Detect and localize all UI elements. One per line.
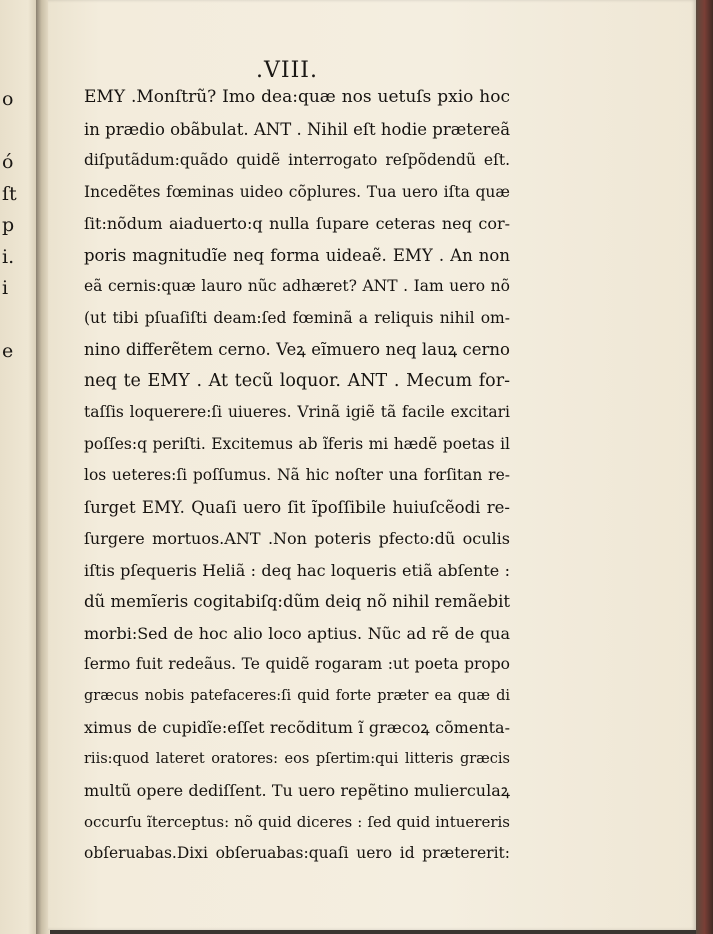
page-edge	[696, 0, 713, 934]
text-line: riis:quod lateret oratores: eos pſertim:qui litteris græcis	[84, 750, 510, 767]
left-fragment: p	[2, 214, 15, 236]
text-line: eã cernis:quæ lauro nũc adhæret? ANT . Iam uero nõ	[84, 277, 510, 295]
text-block	[84, 82, 510, 870]
text-line: poris magnitudĩe neq forma uideaẽ. EMY . An non	[84, 245, 510, 265]
left-fragment: ſt	[2, 182, 17, 205]
text-line: ſit:nõdum aiaduerto:q nulla ſupare ceteras neq cor-	[84, 214, 510, 233]
text-line: ſurgere mortuos.ANT .Non poteris pfecto:dũ oculis	[84, 529, 510, 548]
folio-number: .VIII.	[256, 58, 318, 83]
left-fragment: e	[2, 340, 14, 362]
text-line: EMY .Monſtrũ? Imo dea:quæ nos uetuſs pxio hoc	[84, 87, 510, 107]
text-line: (ut tibi pſuaſiſti deam:ſed fœminã a reliquis nihil om-	[84, 308, 510, 327]
text-line: poſſes:q periſti. Excitemus ab ĩferis mi hædẽ poetas il	[84, 434, 510, 453]
left-fragment: o	[2, 88, 14, 110]
text-line: los ueteres:ſi poſſumus. Nã hic noſter una forſitan re-	[84, 466, 510, 484]
text-line: græcus nobis patefaceres:ſi quid forte præter ea quæ di	[84, 687, 510, 704]
text-line: ſurget EMY. Quaſi uero ſit ĩpoſſibile huiuſcẽodi re-	[84, 497, 510, 517]
text-line: multũ opere dediſſent. Tu uero repẽtino mulierculaꝝ	[84, 781, 510, 800]
text-line: taſſis loquerere:ſi uiueres. Vrinã igiẽ tã facile excitari	[84, 403, 510, 421]
text-line: ximus de cupidĩe:eſſet recõditum ĩ græcoꝝ cõmenta-	[84, 718, 510, 737]
left-fragment	[2, 116, 32, 148]
left-fragment: i.	[2, 245, 15, 268]
text-line: occurſu ĩterceptus: nõ quid diceres : ſed quid intuereris	[84, 812, 510, 831]
text-line: neq te EMY . At tecũ loquor. ANT . Mecum for-	[84, 370, 510, 391]
text-line: dũ memĩeris cogitabiſq:dũm deiq nõ nihil remãebit	[84, 592, 510, 611]
text-line: Incedẽtes fœminas uideo cõplures. Tua uero iſta quæ	[84, 182, 510, 201]
text-line: iſtis pſequeris Heliã : deq hac loqueris etiã abſente :	[84, 560, 510, 580]
text-line: in prædio obãbulat. ANT . Nihil eſt hodie prætereã	[84, 119, 510, 139]
left-fragment: ó	[2, 151, 14, 173]
text-line: diſputãdum:quãdo quidẽ interrogato reſpõdendũ eſt.	[84, 151, 510, 169]
text-line: obſeruabas.Dixi obſeruabas:quaſi uero id prætererit:	[84, 844, 510, 862]
left-page	[0, 0, 40, 934]
text-line: ſermo fuit redeãus. Te quidẽ rogaram :ut poeta propo	[84, 655, 510, 673]
text-line: nino differẽtem cerno. Veꝝ eĩmuero neq lauꝝ cerno	[84, 340, 510, 359]
left-fragment	[2, 305, 32, 337]
left-page-text-fragments	[2, 84, 32, 368]
left-fragment: i	[2, 277, 9, 299]
text-line: morbi:Sed de hoc alio loco aptius. Nũc ad rẽ de qua	[84, 623, 510, 643]
